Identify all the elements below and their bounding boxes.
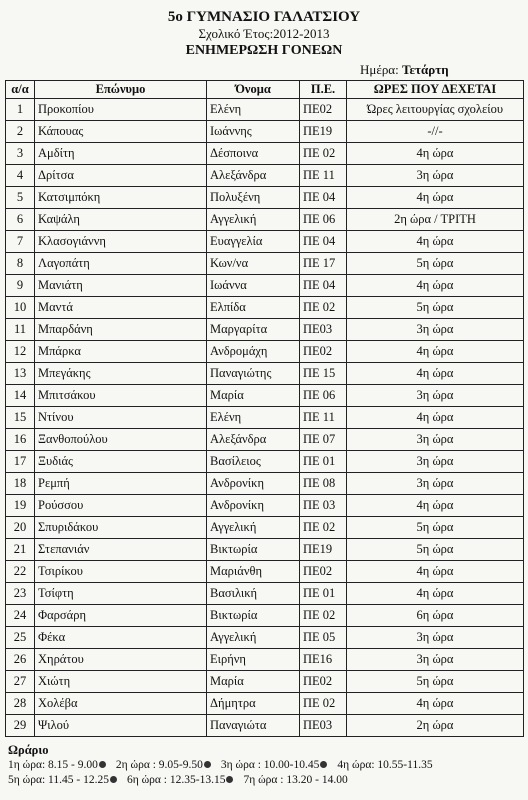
cell-hours: 4η ώρα <box>347 363 524 385</box>
cell-specialty: ΠΕ 02 <box>300 297 347 319</box>
cell-specialty: ΠΕ02 <box>300 341 347 363</box>
cell-surname: Χολέβα <box>35 693 207 715</box>
cell-name: Ιωάννης <box>207 121 300 143</box>
table-row <box>6 99 524 121</box>
table-row <box>6 539 524 561</box>
schedule-slot-text: 7η ώρα : 13.20 - 14.00 <box>243 774 348 786</box>
cell-hours: 4η ώρα <box>347 275 524 297</box>
schedule-slot-text: 5η ώρα: 11.45 - 12.25 <box>8 774 109 786</box>
cell-index: 6 <box>6 209 35 231</box>
table-row <box>6 121 524 143</box>
cell-hours: 5η ώρα <box>347 671 524 693</box>
cell-specialty: ΠΕ 04 <box>300 187 347 209</box>
table-row <box>6 451 524 473</box>
cell-surname: Σπυριδάκου <box>35 517 207 539</box>
cell-name: Ελένη <box>207 407 300 429</box>
cell-name: Μαρία <box>207 671 300 693</box>
table-row <box>6 319 524 341</box>
cell-index: 4 <box>6 165 35 187</box>
cell-surname: Ξυδιάς <box>35 451 207 473</box>
cell-specialty: ΠΕ16 <box>300 649 347 671</box>
cell-index: 11 <box>6 319 35 341</box>
table-row <box>6 671 524 693</box>
cell-specialty: ΠΕ 01 <box>300 583 347 605</box>
cell-name: Αλεξάνδρα <box>207 165 300 187</box>
cell-specialty: ΠΕ19 <box>300 121 347 143</box>
schedule-slot <box>8 758 109 773</box>
cell-specialty: ΠΕ02 <box>300 99 347 121</box>
cell-index: 8 <box>6 253 35 275</box>
cell-surname: Καψάλη <box>35 209 207 231</box>
cell-hours: 3η ώρα <box>347 165 524 187</box>
cell-specialty: ΠΕ 04 <box>300 231 347 253</box>
cell-index: 29 <box>6 715 35 737</box>
schedule <box>8 743 524 788</box>
cell-specialty: ΠΕ 06 <box>300 209 347 231</box>
cell-surname: Μαντά <box>35 297 207 319</box>
cell-surname: Μπεγάκης <box>35 363 207 385</box>
cell-name: Κων/να <box>207 253 300 275</box>
cell-hours: 6η ώρα <box>347 605 524 627</box>
document-title: ΕΝΗΜΕΡΩΣΗ ΓΟΝΕΩΝ <box>185 43 343 58</box>
table-row <box>6 715 524 737</box>
cell-hours: 3η ώρα <box>347 319 524 341</box>
cell-name: Παναγιώτα <box>207 715 300 737</box>
cell-specialty: ΠΕ 03 <box>300 495 347 517</box>
table-row <box>6 385 524 407</box>
cell-name: Αγγελική <box>207 517 300 539</box>
cell-hours: 2η ώρα / ΤΡΙΤΗ <box>347 209 524 231</box>
schedule-row <box>8 758 524 773</box>
dot-bullet-icon <box>110 776 117 783</box>
cell-name: Ευαγγελία <box>207 231 300 253</box>
cell-hours: 4η ώρα <box>347 561 524 583</box>
schedule-slot <box>337 758 432 773</box>
cell-surname: Προκοπίου <box>35 99 207 121</box>
table-row <box>6 143 524 165</box>
cell-specialty: ΠΕ02 <box>300 561 347 583</box>
schedule-slot-text: 3η ώρα : 10.00-10.45 <box>220 759 320 771</box>
cell-name: Μαριάνθη <box>207 561 300 583</box>
cell-hours: 2η ώρα <box>347 715 524 737</box>
cell-name: Αγγελική <box>207 627 300 649</box>
cell-name: Δήμητρα <box>207 693 300 715</box>
table-row <box>6 649 524 671</box>
table-row <box>6 341 524 363</box>
cell-surname: Μπάρκα <box>35 341 207 363</box>
cell-name: Ανδρομάχη <box>207 341 300 363</box>
cell-hours: 4η ώρα <box>347 407 524 429</box>
cell-index: 23 <box>6 583 35 605</box>
school-year: Σχολικό Έτος:2012-2013 <box>198 26 330 41</box>
cell-specialty: ΠΕ 02 <box>300 517 347 539</box>
schedule-lines <box>8 758 524 788</box>
cell-name: Παναγιώτης <box>207 363 300 385</box>
table-row <box>6 253 524 275</box>
cell-hours: 3η ώρα <box>347 385 524 407</box>
cell-specialty: ΠΕ03 <box>300 319 347 341</box>
table-row <box>6 275 524 297</box>
cell-specialty: ΠΕ 02 <box>300 605 347 627</box>
schedule-slot-text: 1η ώρα: 8.15 - 9.00 <box>8 759 98 771</box>
cell-hours: 3η ώρα <box>347 627 524 649</box>
table-header-row <box>6 81 524 99</box>
cell-index: 12 <box>6 341 35 363</box>
cell-index: 18 <box>6 473 35 495</box>
cell-index: 22 <box>6 561 35 583</box>
schedule-title: Ωράριο <box>8 743 49 757</box>
cell-index: 1 <box>6 99 35 121</box>
cell-index: 15 <box>6 407 35 429</box>
cell-hours: 4η ώρα <box>347 495 524 517</box>
cell-surname: Χηράτου <box>35 649 207 671</box>
cell-specialty: ΠΕ 11 <box>300 165 347 187</box>
header-specialty: Π.Ε. <box>300 81 347 99</box>
schedule-slot <box>116 758 214 773</box>
cell-index: 7 <box>6 231 35 253</box>
cell-surname: Φέκα <box>35 627 207 649</box>
dot-bullet-icon <box>99 761 106 768</box>
cell-surname: Ψιλού <box>35 715 207 737</box>
cell-surname: Φαρσάρη <box>35 605 207 627</box>
cell-hours: 3η ώρα <box>347 649 524 671</box>
cell-hours: 5η ώρα <box>347 253 524 275</box>
cell-specialty: ΠΕ 02 <box>300 693 347 715</box>
header-surname: Επώνυμο <box>35 81 207 99</box>
cell-hours: 4η ώρα <box>347 187 524 209</box>
cell-name: Βασιλική <box>207 583 300 605</box>
cell-surname: Ντίνου <box>35 407 207 429</box>
table-body <box>6 99 524 737</box>
cell-hours: 4η ώρα <box>347 693 524 715</box>
cell-name: Δέσποινα <box>207 143 300 165</box>
header-hours: ΩΡΕΣ ΠΟΥ ΔΕΧΕΤΑΙ <box>347 81 524 99</box>
cell-specialty: ΠΕ 02 <box>300 143 347 165</box>
cell-index: 16 <box>6 429 35 451</box>
table-row <box>6 187 524 209</box>
day-line <box>360 62 449 78</box>
cell-index: 2 <box>6 121 35 143</box>
table-row <box>6 407 524 429</box>
cell-index: 25 <box>6 627 35 649</box>
cell-surname: Αμδίτη <box>35 143 207 165</box>
schedule-slot <box>8 773 120 788</box>
cell-surname: Τσιρίκου <box>35 561 207 583</box>
schedule-slot-text: 4η ώρα: 10.55-11.35 <box>337 759 433 771</box>
day-value: Τετάρτη <box>401 62 449 77</box>
cell-surname: Ρούσσου <box>35 495 207 517</box>
cell-name: Βικτωρία <box>207 605 300 627</box>
cell-specialty: ΠΕ 08 <box>300 473 347 495</box>
schedule-slot-text: 6η ώρα : 12.35-13.15 <box>126 774 226 786</box>
cell-specialty: ΠΕ02 <box>300 671 347 693</box>
cell-specialty: ΠΕ 07 <box>300 429 347 451</box>
cell-surname: Κατσιμπόκη <box>35 187 207 209</box>
cell-specialty: ΠΕ19 <box>300 539 347 561</box>
cell-specialty: ΠΕ 01 <box>300 451 347 473</box>
cell-surname: Λαγοπάτη <box>35 253 207 275</box>
teacher-table <box>5 80 524 737</box>
cell-name: Ειρήνη <box>207 649 300 671</box>
cell-surname: Ξανθοπούλου <box>35 429 207 451</box>
cell-surname: Χιώτη <box>35 671 207 693</box>
cell-hours: 3η ώρα <box>347 473 524 495</box>
cell-name: Μαργαρίτα <box>207 319 300 341</box>
schedule-slot <box>221 758 331 773</box>
cell-surname: Μπαρδάνη <box>35 319 207 341</box>
cell-name: Μαρία <box>207 385 300 407</box>
cell-name: Ιωάννα <box>207 275 300 297</box>
header-index: α/α <box>6 81 35 99</box>
table-row <box>6 473 524 495</box>
cell-index: 20 <box>6 517 35 539</box>
cell-index: 13 <box>6 363 35 385</box>
cell-specialty: ΠΕ 06 <box>300 385 347 407</box>
school-name: 5ο ΓΥΜΝΑΣΙΟ ΓΑΛΑΤΣΙΟΥ <box>167 9 361 25</box>
cell-hours: 5η ώρα <box>347 517 524 539</box>
cell-index: 24 <box>6 605 35 627</box>
table-row <box>6 165 524 187</box>
cell-hours: 4η ώρα <box>347 231 524 253</box>
cell-name: Ανδρονίκη <box>207 473 300 495</box>
cell-specialty: ΠΕ 05 <box>300 627 347 649</box>
cell-surname: Μανιάτη <box>35 275 207 297</box>
cell-hours: 5η ώρα <box>347 297 524 319</box>
cell-index: 5 <box>6 187 35 209</box>
cell-index: 19 <box>6 495 35 517</box>
document-header <box>0 8 528 59</box>
cell-hours: 5η ώρα <box>347 539 524 561</box>
cell-hours: 3η ώρα <box>347 429 524 451</box>
cell-surname: Τσίφτη <box>35 583 207 605</box>
cell-index: 17 <box>6 451 35 473</box>
cell-name: Ελπίδα <box>207 297 300 319</box>
cell-name: Αλεξάνδρα <box>207 429 300 451</box>
cell-surname: Κάπουας <box>35 121 207 143</box>
table-row <box>6 429 524 451</box>
cell-name: Ελένη <box>207 99 300 121</box>
schedule-row <box>8 773 524 788</box>
cell-surname: Κλασογιάννη <box>35 231 207 253</box>
cell-index: 10 <box>6 297 35 319</box>
schedule-slot <box>127 773 237 788</box>
header-name: Όνομα <box>207 81 300 99</box>
table-row <box>6 297 524 319</box>
cell-index: 27 <box>6 671 35 693</box>
cell-index: 21 <box>6 539 35 561</box>
cell-index: 14 <box>6 385 35 407</box>
cell-index: 26 <box>6 649 35 671</box>
cell-index: 9 <box>6 275 35 297</box>
table-row <box>6 495 524 517</box>
dot-bullet-icon <box>320 761 327 768</box>
dot-bullet-icon <box>226 776 233 783</box>
cell-specialty: ΠΕ 15 <box>300 363 347 385</box>
cell-name: Ανδρονίκη <box>207 495 300 517</box>
cell-name: Αγγελική <box>207 209 300 231</box>
table-row <box>6 209 524 231</box>
table-row <box>6 517 524 539</box>
cell-specialty: ΠΕ 04 <box>300 275 347 297</box>
cell-surname: Μπιτσάκου <box>35 385 207 407</box>
table-row <box>6 583 524 605</box>
cell-hours: 3η ώρα <box>347 451 524 473</box>
dot-bullet-icon <box>204 761 211 768</box>
cell-hours: Ώρες λειτουργίας σχολείου <box>347 99 524 121</box>
cell-index: 28 <box>6 693 35 715</box>
cell-name: Πολυξένη <box>207 187 300 209</box>
cell-surname: Στεπανιάν <box>35 539 207 561</box>
cell-hours: 4η ώρα <box>347 341 524 363</box>
table-row <box>6 605 524 627</box>
schedule-slot <box>243 773 347 788</box>
cell-hours: 4η ώρα <box>347 143 524 165</box>
cell-specialty: ΠΕ 11 <box>300 407 347 429</box>
cell-specialty: ΠΕ03 <box>300 715 347 737</box>
cell-name: Βικτωρία <box>207 539 300 561</box>
schedule-slot-text: 2η ώρα : 9.05-9.50 <box>115 759 203 771</box>
day-label: Ημέρα: <box>360 62 399 77</box>
cell-surname: Δρίτσα <box>35 165 207 187</box>
cell-name: Βασίλειος <box>207 451 300 473</box>
table-row <box>6 561 524 583</box>
cell-specialty: ΠΕ 17 <box>300 253 347 275</box>
cell-surname: Ρεμπή <box>35 473 207 495</box>
cell-hours: 4η ώρα <box>347 583 524 605</box>
cell-hours: -//- <box>347 121 524 143</box>
table-row <box>6 363 524 385</box>
table-row <box>6 627 524 649</box>
table-row <box>6 693 524 715</box>
cell-index: 3 <box>6 143 35 165</box>
table-row <box>6 231 524 253</box>
